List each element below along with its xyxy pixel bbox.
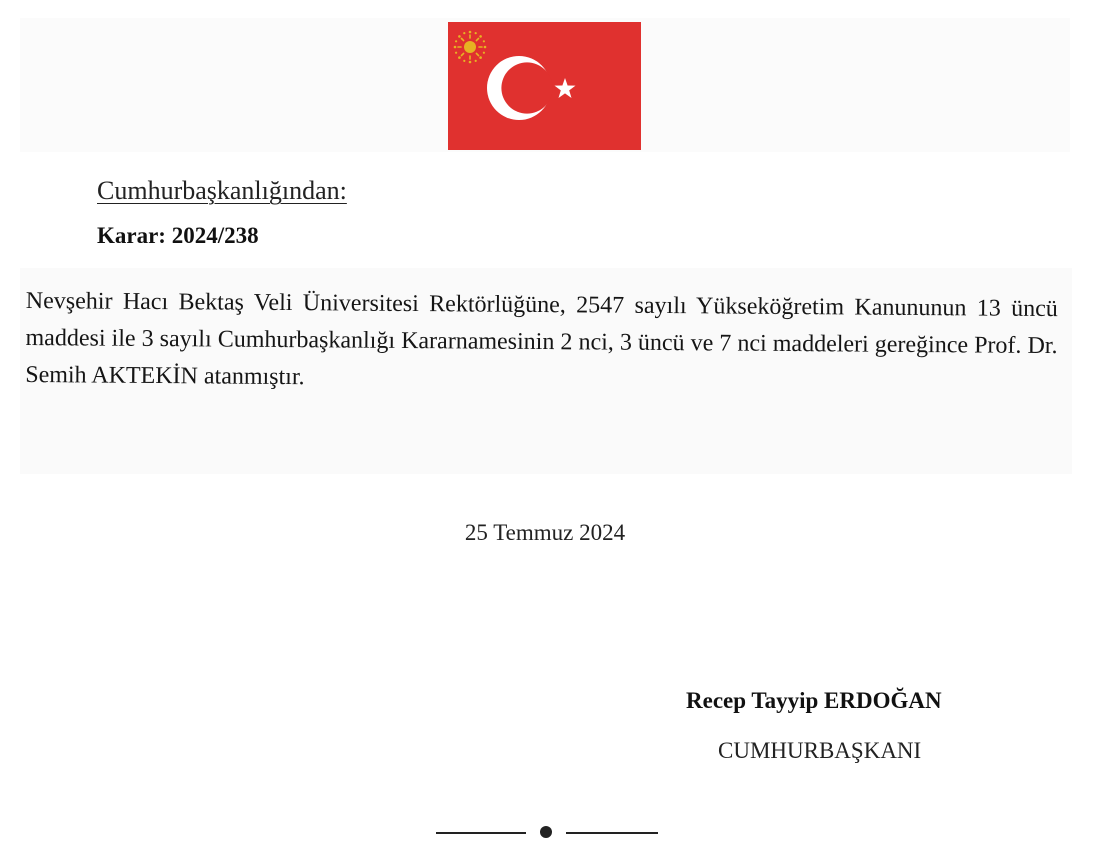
end-divider [436,818,658,840]
decision-number: Karar: 2024/238 [97,223,259,248]
divider-bullet-icon [540,826,552,838]
signatory-title: CUMHURBAŞKANI [718,738,922,763]
divider-line-right [566,832,658,834]
decision-body-text: Nevşehir Hacı Bektaş Veli Üniversitesi Rektörlüğüne, 2547 sayılı Yükseköğretim Kanununun 13 üncü maddesi ile 3 sayılı Cumhurbaşkanlığı Kararnamesinin 2 nci, 3 üncü ve 7 nci maddeleri gereğince Prof. Dr. Semih AKTEKİN atanmıştır. [25,287,1058,391]
divider-line-left [436,832,526,834]
presidential-sun-icon [454,31,487,64]
signatory-name: Recep Tayyip ERDOĞAN [686,688,942,713]
issuer-heading: Cumhurbaşkanlığından: [97,176,347,205]
turkish-flag-icon [448,22,641,150]
decision-date: 25 Temmuz 2024 [464,520,626,545]
